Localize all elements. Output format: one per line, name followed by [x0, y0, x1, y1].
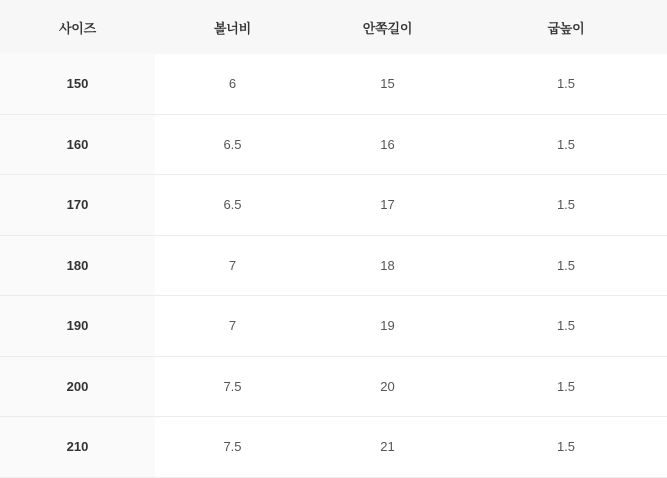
- cell-width: 7: [155, 235, 310, 296]
- cell-size: 150: [0, 54, 155, 114]
- cell-heel: 1.5: [465, 54, 667, 114]
- table-row: [0, 296, 667, 357]
- column-header-size: 사이즈: [0, 0, 155, 54]
- table-row: [0, 175, 667, 236]
- cell-heel: 1.5: [465, 114, 667, 175]
- table-row: [0, 417, 667, 478]
- cell-size: 160: [0, 114, 155, 175]
- table-body: [0, 54, 667, 477]
- cell-length: 15: [310, 54, 465, 114]
- column-header-length: 안쪽길이: [310, 0, 465, 54]
- table-row: [0, 235, 667, 296]
- table-header: [0, 0, 667, 54]
- table-header-row: [0, 0, 667, 54]
- cell-size: 180: [0, 235, 155, 296]
- table-row: [0, 356, 667, 417]
- cell-width: 6.5: [155, 175, 310, 236]
- cell-width: 7: [155, 296, 310, 357]
- cell-width: 6: [155, 54, 310, 114]
- column-header-width: 볼너비: [155, 0, 310, 54]
- cell-length: 21: [310, 417, 465, 478]
- cell-length: 20: [310, 356, 465, 417]
- cell-length: 17: [310, 175, 465, 236]
- cell-heel: 1.5: [465, 417, 667, 478]
- cell-heel: 1.5: [465, 296, 667, 357]
- cell-size: 200: [0, 356, 155, 417]
- cell-width: 7.5: [155, 417, 310, 478]
- column-header-heel: 굽높이: [465, 0, 667, 54]
- cell-width: 6.5: [155, 114, 310, 175]
- cell-length: 19: [310, 296, 465, 357]
- cell-width: 7.5: [155, 356, 310, 417]
- cell-heel: 1.5: [465, 356, 667, 417]
- table-row: [0, 54, 667, 114]
- cell-heel: 1.5: [465, 175, 667, 236]
- cell-size: 170: [0, 175, 155, 236]
- cell-heel: 1.5: [465, 235, 667, 296]
- cell-length: 16: [310, 114, 465, 175]
- cell-size: 210: [0, 417, 155, 478]
- cell-size: 190: [0, 296, 155, 357]
- cell-length: 18: [310, 235, 465, 296]
- table-row: [0, 114, 667, 175]
